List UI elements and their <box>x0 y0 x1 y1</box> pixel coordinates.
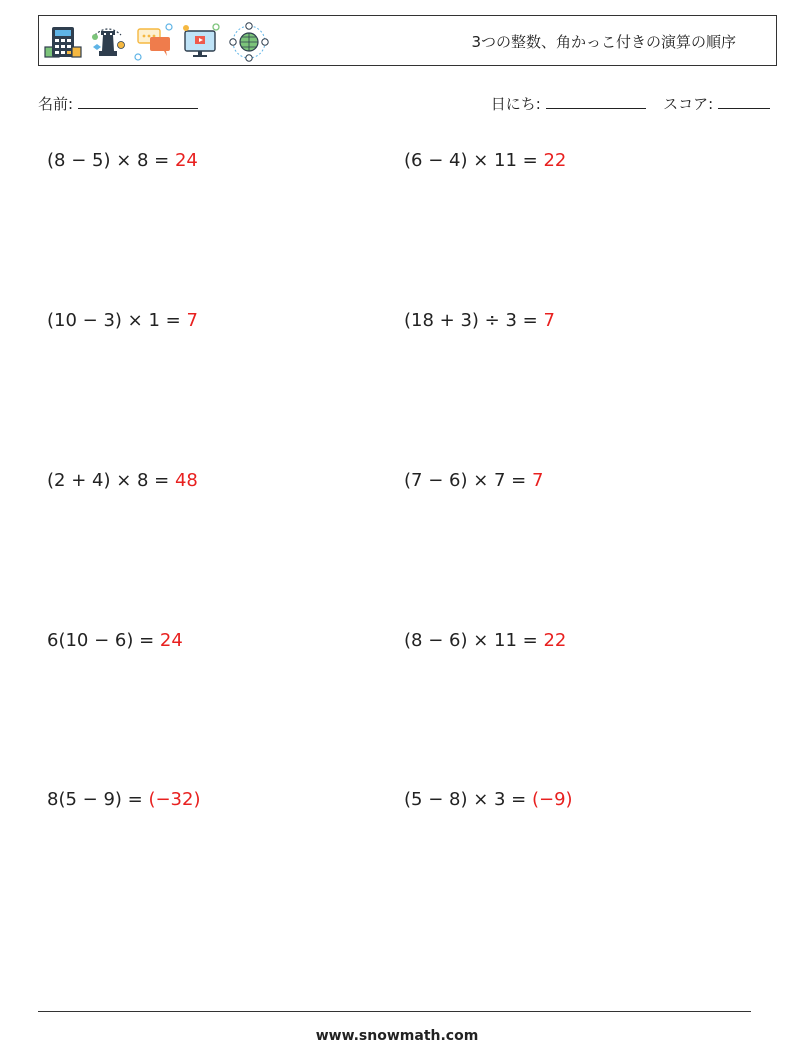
problem-expression: (8 − 6) × 11 = <box>404 630 544 651</box>
calculator-icon <box>44 25 82 59</box>
problem-8 <box>404 630 566 651</box>
globe-network-icon <box>228 22 270 62</box>
problem-answer: 22 <box>543 630 567 651</box>
problem-answer: 22 <box>543 150 567 171</box>
problem-expression: (18 + 3) ÷ 3 = <box>404 310 544 331</box>
problem-10 <box>404 789 573 810</box>
footer-url[interactable]: www.snowmath.com <box>315 1028 479 1044</box>
date-label: 日にち: <box>490 95 541 113</box>
problem-answer: (−32) <box>148 789 201 810</box>
problem-6 <box>404 470 543 491</box>
problem-answer: (−9) <box>531 789 573 810</box>
problem-answer: 7 <box>543 310 555 331</box>
problem-expression: 8(5 − 9) = <box>47 789 149 810</box>
footer-divider <box>38 1011 751 1012</box>
problem-1 <box>47 150 198 171</box>
problem-answer: 24 <box>174 150 198 171</box>
problem-5 <box>47 470 198 491</box>
score-label: スコア: <box>663 95 714 113</box>
problem-expression: (10 − 3) × 1 = <box>47 310 187 331</box>
score-blank[interactable] <box>718 93 770 109</box>
problem-expression: 6(10 − 6) = <box>47 630 160 651</box>
problem-9 <box>47 789 200 810</box>
problem-answer: 7 <box>531 470 544 491</box>
problem-answer: 48 <box>174 470 198 491</box>
chess-rook-icon <box>89 23 127 61</box>
problem-expression: (2 + 4) × 8 = <box>47 470 175 491</box>
problem-4 <box>404 310 555 331</box>
problem-answer: 24 <box>159 630 183 651</box>
problem-expression: (8 − 5) × 8 = <box>47 150 175 171</box>
problem-7 <box>47 630 183 651</box>
worksheet-title: 3つの整数、角かっこ付きの演算の順序 <box>471 33 736 51</box>
problem-answer: 7 <box>186 310 198 331</box>
name-blank[interactable] <box>78 93 198 109</box>
problem-expression: (5 − 8) × 3 = <box>404 789 532 810</box>
problem-3 <box>47 310 198 331</box>
name-field <box>38 93 198 114</box>
date-score-fields <box>491 93 770 114</box>
name-label: 名前: <box>38 95 74 113</box>
worksheet-header <box>38 15 777 66</box>
date-blank[interactable] <box>546 93 646 109</box>
problem-expression: (7 − 6) × 7 = <box>404 470 532 491</box>
chat-bubbles-icon <box>134 23 174 61</box>
problem-expression: (6 − 4) × 11 = <box>404 150 544 171</box>
header-icons <box>44 22 270 62</box>
monitor-video-icon <box>181 23 221 61</box>
problem-2 <box>404 150 566 171</box>
